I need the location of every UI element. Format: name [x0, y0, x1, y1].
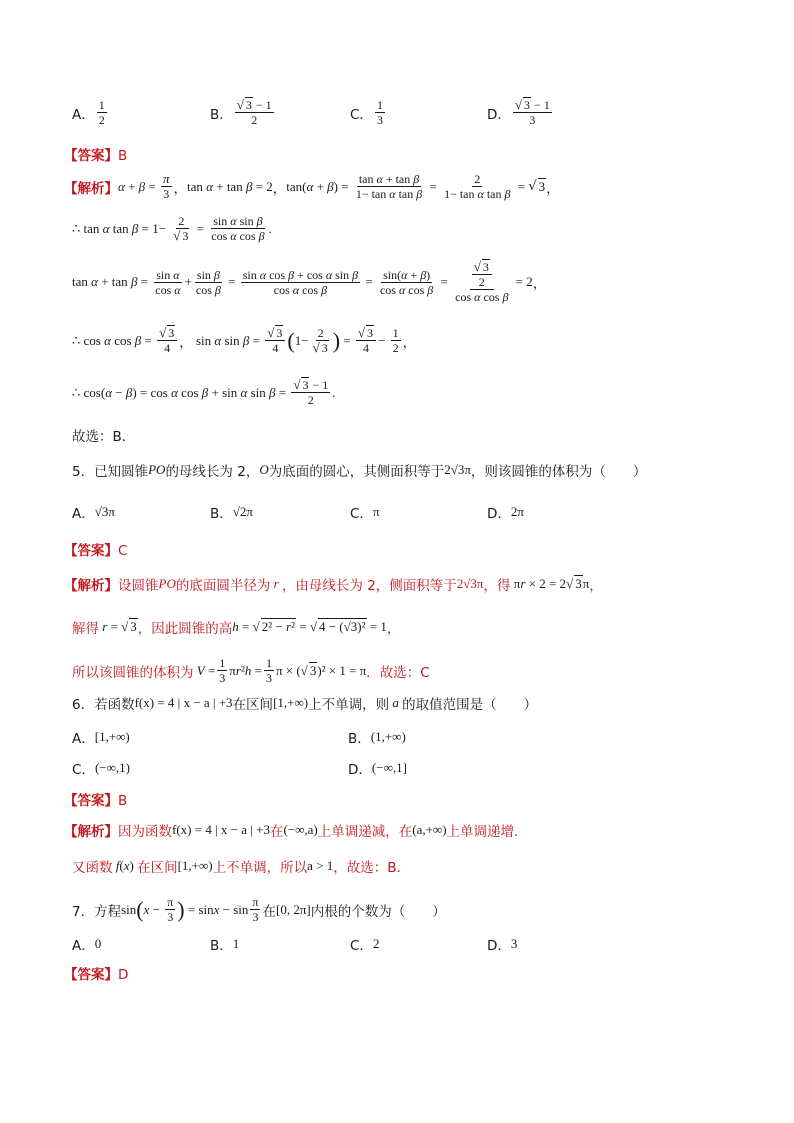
option-value: 2 — [372, 936, 380, 951]
option-value: (1,+∞) — [370, 729, 406, 744]
analysis-tag: 【解析】 — [64, 180, 118, 197]
option-label: C． — [350, 938, 373, 954]
stem-math: [1,+∞) — [273, 695, 309, 710]
q5-analysis-line-2: 解得 r = √ 3 ，因此圆锥的高 h = √ 2² − r² = √ 4 − (√3)² = 1 ， — [72, 619, 401, 637]
option-label: A． — [72, 938, 95, 954]
q7-option-b — [210, 934, 239, 954]
analysis-text: 所以该圆锥的体积为 — [72, 664, 194, 681]
stem-text: 上不单调，则 — [308, 697, 390, 713]
frac-den: 2 — [98, 113, 105, 127]
analysis-tag: 【解析】 — [64, 824, 118, 840]
stem-text: 内根的个数为（ ） — [310, 903, 446, 920]
frac-num: √ 3 − 1 — [236, 97, 272, 112]
frac-den: 2 — [251, 113, 258, 127]
frac-num: √ 3 − 1 — [514, 97, 550, 112]
analysis-text: 上单调递减，在 — [317, 824, 413, 840]
analysis-text: 上不单调，所以 — [212, 860, 308, 876]
answer-tag: 【答案】 — [64, 967, 118, 983]
option-b-fraction — [235, 98, 274, 127]
analysis-text: ，得 — [483, 578, 511, 594]
analysis-text: 的底面圆半径为 — [175, 578, 271, 594]
option-c-label: C． — [350, 106, 373, 123]
stem-math: f(x) = 4 | x − a | +3 — [134, 695, 233, 710]
option-label: A． — [72, 731, 95, 747]
answer-label — [64, 144, 127, 164]
option-value: 2π — [510, 504, 524, 519]
frac-num: 1 — [376, 98, 383, 112]
answer-value: D — [118, 967, 129, 983]
option-d-label: D． — [487, 106, 511, 123]
option-value: (−∞,1] — [371, 760, 407, 775]
stem-text: 7．方程 — [72, 903, 122, 920]
stem-text: ，则该圆锥的体积为（ ） — [470, 464, 647, 480]
stem-text: 在区间 — [232, 697, 274, 713]
analysis-text: 解得 — [72, 621, 99, 637]
frac-den: 3 — [376, 113, 383, 127]
q5-option-c — [350, 502, 380, 522]
analysis-math: f(x) = 4 | x − a | +3 — [172, 822, 270, 837]
q6-answer — [64, 789, 127, 809]
q7-option-c — [350, 934, 379, 954]
q4-analysis-line-3: tan α + tan β = $\frac{\text{sin α}}{\text{cos α}}$ + $\frac{\text{sin β}}{\text{cos β}}$ = $\frac{\text{sin α cos β + cos α sin β}}{\text{cos α cos β}}$ = $\frac{\sin(\alpha + \beta)}{\text{cos α cos β}}$ = $\frac{\frac{√ 3}{2}}{\text{cos α cos β}}$ = 2 ， — [72, 259, 547, 304]
q5-analysis-line-1: 【解析】 设圆锥 PO 的底面圆半径为 r ，由母线长为 2，侧面积等于 2√3π ，得 πr × 2 = 2√ 3π ， — [64, 576, 603, 594]
analysis-text: 上单调递增． — [446, 824, 528, 840]
option-c — [350, 98, 387, 127]
q7-answer — [64, 963, 128, 983]
option-label: C． — [350, 506, 373, 522]
answer-value: B — [118, 148, 128, 164]
analysis-text: 在区间 — [137, 860, 178, 876]
stem-var: PO — [148, 462, 166, 477]
q6-analysis-line-2: 又函数 f(x) 在区间 [1,+∞) 上不单调，所以 a > 1 ，故选：B． — [72, 858, 410, 876]
stem-text: 的取值范围是（ ） — [402, 697, 538, 713]
option-label: B． — [210, 506, 233, 522]
option-b — [210, 98, 276, 127]
answer-value: B — [118, 793, 128, 809]
answer-tag: 【答案】 — [64, 148, 118, 164]
option-label: A． — [72, 506, 95, 522]
q4-analysis-line-5: ∴ cos( α − β ) = cos α cos β + sin α sin β = $\frac{√ 3 - 1}{2}$ . — [72, 377, 336, 407]
q4-analysis-line-4: ∴ cos α cos β = $\frac{√ 3}{4}$ ， sin α sin β = $\frac{√ 3}{4}$ ( 1− $\frac{2}{√ 3}$ ) = $\frac{√ 3}{4}$ − $\frac{1}{2}$ ， — [72, 325, 417, 355]
q5-option-d — [487, 502, 524, 522]
option-value: (−∞,1) — [94, 760, 130, 775]
option-value: 0 — [94, 936, 102, 951]
q7-stem: 7．方程 sin ( x − $\frac{\pi}{3}$ ) = sinx − sin $\frac{\pi}{3}$ 在 [0, 2π] 内根的个数为（ ） — [72, 895, 446, 924]
option-a-fraction — [97, 98, 107, 127]
option-d — [487, 98, 554, 127]
analysis-math: 2√3π — [456, 576, 484, 591]
sqrt-arg: 3 — [245, 98, 252, 112]
stem-var: O — [259, 462, 269, 477]
q6-option-c — [72, 758, 130, 778]
q5-option-b — [210, 502, 253, 522]
analysis-text: ，因此圆锥的高 — [137, 621, 233, 637]
analysis-text: ，故选：B． — [333, 860, 410, 876]
analysis-text: 在 — [269, 824, 284, 840]
q4-conclusion — [72, 425, 135, 445]
analysis-math: a > 1 — [307, 858, 334, 873]
q7-option-a — [72, 934, 101, 954]
stem-text: 的母线长为 2， — [165, 464, 260, 480]
option-value: π — [372, 504, 380, 519]
option-label: C． — [72, 762, 95, 778]
option-label: B． — [348, 731, 371, 747]
stem-text: 在 — [262, 903, 276, 920]
answer-value: C — [118, 543, 128, 559]
q4-analysis-line-2: ∴ tan α tan β = 1− $\frac{2}{√ 3}$ = $\frac{\text{sin α sin β}}{\text{cos α cos β}}$ . — [72, 214, 272, 243]
option-value: [1,+∞) — [94, 729, 130, 744]
q6-analysis-line-1 — [64, 820, 528, 840]
option-value: 1 — [232, 936, 240, 951]
q5-analysis-line-3: 所以该圆锥的体积为 V = $\frac{1}{3}$ πr²h = $\frac{1}{3}$ π × (√ 3)² × 1 = π ．故选：C — [72, 656, 430, 685]
q4-analysis-line-1: 【解析】 α + β = $\frac{\pi}{3}$ ， tan α + tan β = 2 ， tan( α + β ) = $\frac{\text{tan α + tan β}}{\text{1− tan α tan β}}$ = $\frac{2}{\text{1− tan α tan β}}$ = √ 3 ， — [64, 171, 560, 201]
stem-math: [0, 2π] — [275, 901, 311, 917]
frac-tail: − 1 — [255, 98, 272, 112]
option-label: D． — [487, 506, 511, 522]
q7-option-d — [487, 934, 517, 954]
analysis-text: ．故选：C — [366, 664, 430, 681]
answer-tag: 【答案】 — [64, 793, 118, 809]
stem-text: 6．若函数 — [72, 697, 135, 713]
analysis-tag: 【解析】 — [64, 578, 118, 594]
q6-option-a — [72, 727, 130, 747]
option-label: D． — [487, 938, 511, 954]
q6-stem: 6．若函数 f(x) = 4 | x − a | +3 在区间 [1,+∞) 上不单调，则 a 的取值范围是（ ） — [72, 695, 538, 713]
answer-tag: 【答案】 — [64, 543, 118, 559]
frac-tail: − 1 — [534, 98, 550, 112]
conclusion-text: 故选：B． — [72, 429, 136, 445]
stem-math: 2√3π — [444, 462, 471, 477]
analysis-text: ，由母线长为 2，侧面积等于 — [281, 578, 457, 594]
frac-den: 3 — [529, 113, 536, 127]
option-c-fraction — [375, 98, 385, 127]
option-d-fraction — [513, 98, 552, 127]
q6-option-d — [348, 758, 407, 778]
analysis-var: PO — [158, 576, 176, 591]
option-b-label: B． — [210, 106, 233, 123]
q4-answer — [64, 144, 127, 164]
analysis-label — [64, 177, 118, 197]
q5-option-a — [72, 502, 115, 522]
option-a-label: A． — [72, 106, 95, 123]
q5-answer — [64, 539, 127, 559]
analysis-math: (a,+∞) — [412, 822, 447, 837]
analysis-text: 设圆锥 — [118, 578, 159, 594]
q5-stem — [72, 460, 646, 480]
option-label: B． — [210, 938, 233, 954]
q6-option-b — [348, 727, 406, 747]
analysis-text: 又函数 — [72, 860, 113, 876]
sqrt-arg: 3 — [524, 98, 531, 112]
analysis-text: 因为函数 — [118, 824, 172, 840]
option-value: √2π — [232, 504, 253, 519]
option-value: √3π — [94, 504, 115, 519]
option-value: 3 — [510, 936, 518, 951]
option-label: D． — [348, 762, 372, 778]
frac-num: 1 — [98, 98, 105, 112]
option-a — [72, 98, 109, 127]
stem-text: 5．已知圆锥 — [72, 464, 149, 480]
analysis-math: (−∞,a) — [283, 822, 318, 837]
analysis-math: [1,+∞) — [177, 858, 213, 873]
stem-text: 为底面的圆心，其侧面积等于 — [268, 464, 445, 480]
